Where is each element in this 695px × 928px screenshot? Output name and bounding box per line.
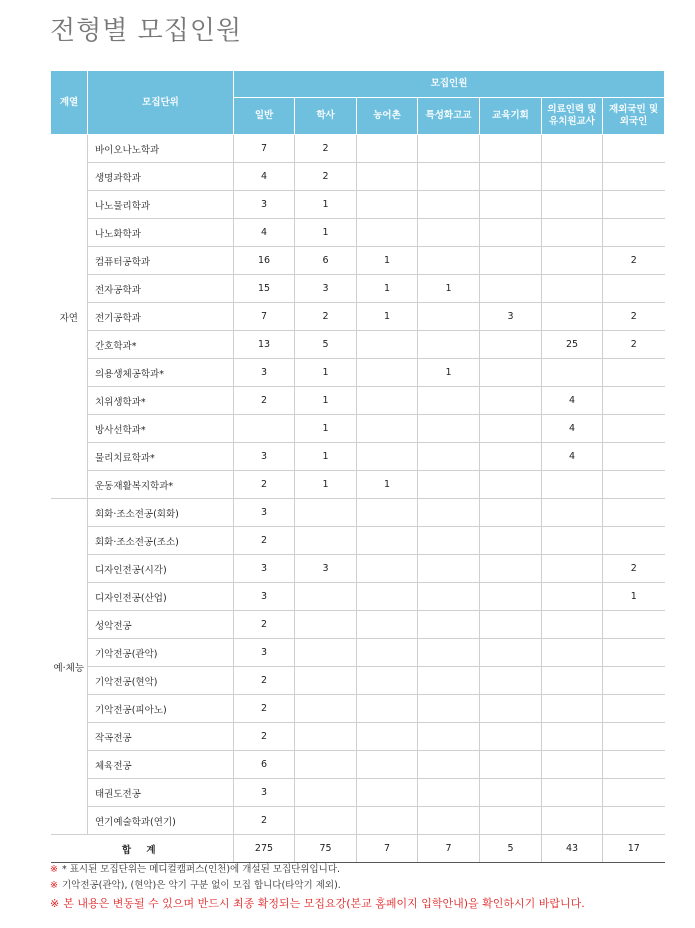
value-cell	[542, 163, 603, 191]
table-row	[51, 163, 665, 191]
unit-cell: 연기예술학과(연기)	[88, 807, 234, 835]
value-cell	[418, 247, 480, 275]
header-col-vocational: 특성화고교	[418, 98, 480, 135]
table-row	[51, 359, 665, 387]
value-cell	[480, 331, 542, 359]
value-cell	[357, 695, 418, 723]
unit-cell: 컴퓨터공학과	[88, 247, 234, 275]
total-value-cell: 275	[234, 835, 295, 863]
value-cell	[295, 779, 357, 807]
value-cell	[295, 723, 357, 751]
value-cell	[542, 583, 603, 611]
value-cell: 4	[234, 219, 295, 247]
table-row	[51, 751, 665, 779]
value-cell: 3	[234, 779, 295, 807]
value-cell	[357, 527, 418, 555]
value-cell	[357, 359, 418, 387]
table-row	[51, 331, 665, 359]
value-cell	[357, 779, 418, 807]
total-value-cell: 7	[357, 835, 418, 863]
value-cell: 4	[542, 387, 603, 415]
table-row	[51, 611, 665, 639]
value-cell: 3	[234, 583, 295, 611]
value-cell	[357, 163, 418, 191]
unit-cell: 기악전공(관악)	[88, 639, 234, 667]
value-cell: 25	[542, 331, 603, 359]
value-cell: 2	[295, 135, 357, 163]
unit-cell: 기악전공(피아노)	[88, 695, 234, 723]
value-cell	[357, 807, 418, 835]
table-row	[51, 499, 665, 527]
value-cell: 1	[295, 191, 357, 219]
value-cell	[418, 331, 480, 359]
table-row	[51, 639, 665, 667]
value-cell	[480, 695, 542, 723]
unit-cell: 운동재활복지학과*	[88, 471, 234, 499]
value-cell: 1	[295, 471, 357, 499]
value-cell	[480, 527, 542, 555]
unit-cell: 방사선학과*	[88, 415, 234, 443]
unit-cell: 바이오나노학과	[88, 135, 234, 163]
value-cell: 3	[234, 359, 295, 387]
value-cell	[542, 303, 603, 331]
value-cell	[418, 611, 480, 639]
value-cell	[542, 807, 603, 835]
unit-cell: 회화·조소전공(조소)	[88, 527, 234, 555]
value-cell: 2	[295, 163, 357, 191]
table-row	[51, 695, 665, 723]
value-cell: 7	[234, 303, 295, 331]
value-cell	[418, 135, 480, 163]
value-cell	[418, 667, 480, 695]
value-cell	[480, 583, 542, 611]
unit-cell: 기악전공(현악)	[88, 667, 234, 695]
value-cell: 2	[603, 555, 665, 583]
table-row	[51, 191, 665, 219]
value-cell	[418, 779, 480, 807]
value-cell	[542, 611, 603, 639]
value-cell	[418, 583, 480, 611]
value-cell: 7	[234, 135, 295, 163]
value-cell	[542, 275, 603, 303]
value-cell	[603, 443, 665, 471]
value-cell: 3	[295, 275, 357, 303]
value-cell: 1	[357, 303, 418, 331]
value-cell: 6	[234, 751, 295, 779]
value-cell: 1	[357, 275, 418, 303]
value-cell	[357, 499, 418, 527]
value-cell	[542, 639, 603, 667]
value-cell	[418, 555, 480, 583]
value-cell: 3	[234, 191, 295, 219]
value-cell	[603, 723, 665, 751]
table-row	[51, 443, 665, 471]
table-row	[51, 807, 665, 835]
table-row	[51, 723, 665, 751]
value-cell	[480, 247, 542, 275]
table-row	[51, 667, 665, 695]
value-cell	[542, 359, 603, 387]
value-cell	[542, 499, 603, 527]
table-row	[51, 583, 665, 611]
value-cell: 1	[357, 247, 418, 275]
value-cell: 1	[295, 387, 357, 415]
value-cell: 1	[418, 275, 480, 303]
value-cell	[234, 415, 295, 443]
value-cell: 15	[234, 275, 295, 303]
value-cell	[480, 499, 542, 527]
unit-cell: 작곡전공	[88, 723, 234, 751]
value-cell	[480, 443, 542, 471]
value-cell	[357, 415, 418, 443]
value-cell	[603, 751, 665, 779]
value-cell	[418, 387, 480, 415]
value-cell	[295, 751, 357, 779]
value-cell	[418, 723, 480, 751]
table-row	[51, 219, 665, 247]
value-cell	[603, 387, 665, 415]
value-cell	[480, 387, 542, 415]
unit-cell: 디자인전공(시각)	[88, 555, 234, 583]
value-cell: 1	[357, 471, 418, 499]
total-value-cell: 75	[295, 835, 357, 863]
note-3	[50, 894, 585, 914]
value-cell	[480, 219, 542, 247]
value-cell	[542, 667, 603, 695]
value-cell	[603, 611, 665, 639]
total-row	[51, 835, 665, 863]
note-3-text: 본 내용은 변동될 수 있으며 반드시 최종 확정되는 모집요강(본교 홈페이지 입학안내)을 확인하시기 바랍니다.	[63, 897, 585, 910]
notes	[50, 862, 585, 914]
value-cell	[357, 331, 418, 359]
value-cell	[603, 667, 665, 695]
value-cell: 4	[542, 415, 603, 443]
value-cell	[295, 499, 357, 527]
value-cell: 3	[234, 443, 295, 471]
header-col-medical: 의료인력 및 유치원교사	[542, 98, 603, 135]
header-category: 계열	[51, 71, 88, 135]
header-quota-group: 모집인원	[234, 71, 665, 98]
value-cell: 1	[418, 359, 480, 387]
value-cell	[542, 723, 603, 751]
value-cell	[603, 415, 665, 443]
header-col-bachelor: 학사	[295, 98, 357, 135]
category-cell: 예·체능	[51, 499, 88, 835]
value-cell	[357, 667, 418, 695]
value-cell	[418, 443, 480, 471]
value-cell	[603, 807, 665, 835]
value-cell	[357, 751, 418, 779]
value-cell	[603, 471, 665, 499]
unit-cell: 전기공학과	[88, 303, 234, 331]
value-cell	[357, 191, 418, 219]
unit-cell: 성악전공	[88, 611, 234, 639]
value-cell	[418, 639, 480, 667]
value-cell: 2	[234, 723, 295, 751]
unit-cell: 나노물리학과	[88, 191, 234, 219]
total-value-cell: 17	[603, 835, 665, 863]
value-cell	[603, 191, 665, 219]
value-cell	[542, 751, 603, 779]
value-cell: 1	[295, 219, 357, 247]
note-2-text: 기악전공(관악), (현악)은 악기 구분 없이 모집 합니다(타악기 제외).	[61, 880, 341, 891]
table-row	[51, 247, 665, 275]
unit-cell: 나노화학과	[88, 219, 234, 247]
value-cell	[295, 667, 357, 695]
value-cell	[542, 779, 603, 807]
value-cell	[480, 135, 542, 163]
value-cell: 3	[480, 303, 542, 331]
unit-cell: 태권도전공	[88, 779, 234, 807]
value-cell: 3	[295, 555, 357, 583]
value-cell	[480, 471, 542, 499]
value-cell: 2	[234, 527, 295, 555]
header-col-rural: 농어촌	[357, 98, 418, 135]
value-cell	[480, 555, 542, 583]
value-cell	[480, 359, 542, 387]
value-cell: 16	[234, 247, 295, 275]
value-cell: 2	[234, 387, 295, 415]
value-cell: 2	[234, 667, 295, 695]
page-title: 전형별 모집인원	[50, 16, 243, 46]
value-cell	[480, 723, 542, 751]
value-cell: 2	[603, 247, 665, 275]
value-cell	[357, 583, 418, 611]
value-cell	[542, 219, 603, 247]
value-cell: 2	[234, 807, 295, 835]
value-cell	[603, 135, 665, 163]
value-cell	[295, 583, 357, 611]
value-cell	[603, 639, 665, 667]
note-1-text: * 표시된 모집단위는 메디컬캠퍼스(인천)에 개설된 모집단위입니다.	[61, 864, 341, 875]
value-cell	[418, 499, 480, 527]
table-row	[51, 471, 665, 499]
note-mark: ※	[50, 880, 58, 891]
value-cell: 2	[234, 471, 295, 499]
header-col-opportunity: 교육기회	[480, 98, 542, 135]
table-row	[51, 555, 665, 583]
value-cell: 2	[234, 611, 295, 639]
note-1	[50, 862, 585, 878]
value-cell	[542, 135, 603, 163]
value-cell	[480, 639, 542, 667]
value-cell	[295, 807, 357, 835]
value-cell	[542, 471, 603, 499]
table-row	[51, 303, 665, 331]
value-cell	[418, 807, 480, 835]
value-cell	[480, 191, 542, 219]
unit-cell: 회화·조소전공(회화)	[88, 499, 234, 527]
value-cell	[480, 667, 542, 695]
value-cell	[418, 163, 480, 191]
value-cell: 6	[295, 247, 357, 275]
unit-cell: 생명과학과	[88, 163, 234, 191]
value-cell	[480, 611, 542, 639]
value-cell	[295, 527, 357, 555]
value-cell	[603, 499, 665, 527]
value-cell: 3	[234, 499, 295, 527]
note-2	[50, 878, 585, 894]
unit-cell: 간호학과*	[88, 331, 234, 359]
header-unit: 모집단위	[88, 71, 234, 135]
value-cell: 2	[603, 331, 665, 359]
value-cell	[603, 695, 665, 723]
value-cell	[603, 163, 665, 191]
table-row	[51, 779, 665, 807]
value-cell	[357, 723, 418, 751]
value-cell	[603, 527, 665, 555]
value-cell	[603, 359, 665, 387]
value-cell	[603, 275, 665, 303]
total-value-cell: 43	[542, 835, 603, 863]
value-cell	[603, 779, 665, 807]
unit-cell: 치위생학과*	[88, 387, 234, 415]
table-row	[51, 527, 665, 555]
value-cell	[418, 751, 480, 779]
value-cell	[418, 303, 480, 331]
total-value-cell: 7	[418, 835, 480, 863]
value-cell	[418, 415, 480, 443]
admission-quota-table	[50, 70, 665, 863]
value-cell	[357, 443, 418, 471]
value-cell	[295, 695, 357, 723]
value-cell	[603, 219, 665, 247]
value-cell	[542, 527, 603, 555]
value-cell	[418, 527, 480, 555]
header-col-overseas: 재외국민 및 외국인	[603, 98, 665, 135]
value-cell	[295, 611, 357, 639]
value-cell: 5	[295, 331, 357, 359]
note-mark: ※	[50, 897, 60, 910]
value-cell	[542, 695, 603, 723]
value-cell	[542, 247, 603, 275]
value-cell: 2	[234, 695, 295, 723]
value-cell	[357, 219, 418, 247]
value-cell: 3	[234, 639, 295, 667]
value-cell: 1	[603, 583, 665, 611]
value-cell	[542, 191, 603, 219]
value-cell: 2	[603, 303, 665, 331]
value-cell: 1	[295, 359, 357, 387]
value-cell	[357, 387, 418, 415]
value-cell	[480, 415, 542, 443]
unit-cell: 전자공학과	[88, 275, 234, 303]
value-cell	[357, 555, 418, 583]
value-cell	[418, 471, 480, 499]
unit-cell: 디자인전공(산업)	[88, 583, 234, 611]
value-cell: 4	[234, 163, 295, 191]
total-label: 합 계	[51, 835, 234, 863]
unit-cell: 체육전공	[88, 751, 234, 779]
value-cell	[357, 135, 418, 163]
value-cell: 1	[295, 443, 357, 471]
value-cell	[295, 639, 357, 667]
note-mark: ※	[50, 864, 58, 875]
unit-cell: 물리치료학과*	[88, 443, 234, 471]
total-value-cell: 5	[480, 835, 542, 863]
value-cell	[480, 807, 542, 835]
value-cell	[480, 751, 542, 779]
value-cell	[480, 163, 542, 191]
category-cell: 자연	[51, 135, 88, 499]
table-row	[51, 387, 665, 415]
value-cell	[357, 611, 418, 639]
value-cell: 3	[234, 555, 295, 583]
table-row	[51, 135, 665, 163]
value-cell	[480, 779, 542, 807]
value-cell: 4	[542, 443, 603, 471]
unit-cell: 의용생체공학과*	[88, 359, 234, 387]
table-row	[51, 415, 665, 443]
value-cell: 13	[234, 331, 295, 359]
value-cell	[418, 695, 480, 723]
value-cell	[542, 555, 603, 583]
value-cell	[480, 275, 542, 303]
value-cell	[418, 219, 480, 247]
value-cell: 1	[295, 415, 357, 443]
value-cell	[418, 191, 480, 219]
header-col-general: 일반	[234, 98, 295, 135]
value-cell	[357, 639, 418, 667]
value-cell: 2	[295, 303, 357, 331]
table-row	[51, 275, 665, 303]
